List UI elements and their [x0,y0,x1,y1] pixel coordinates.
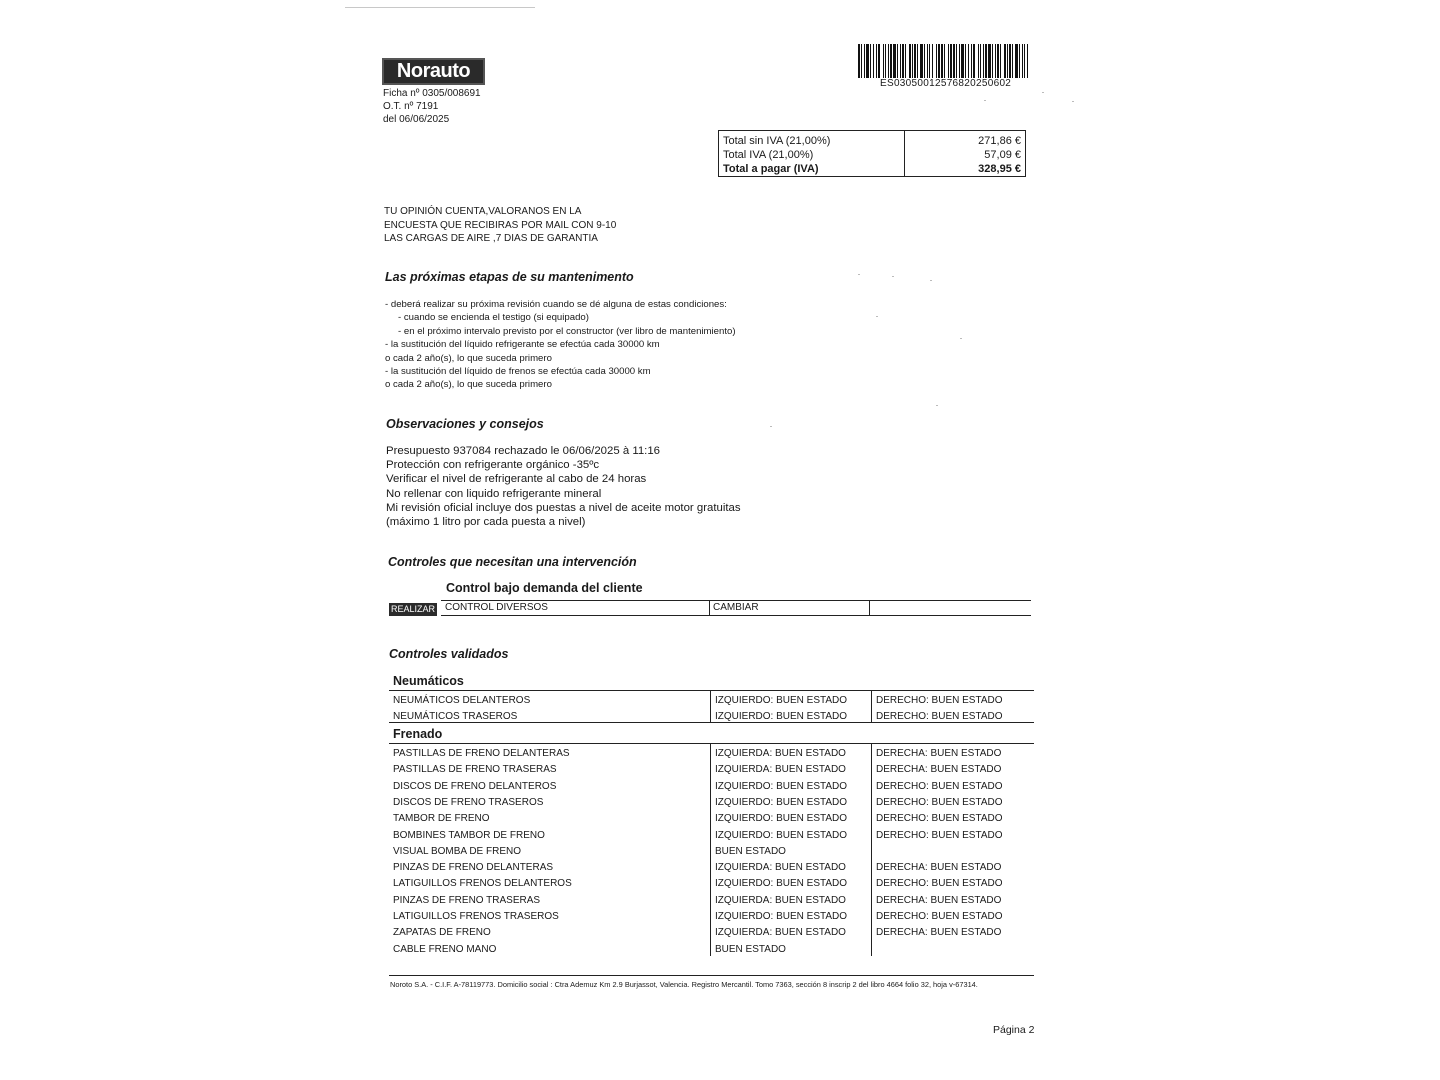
footer-rule [389,975,1034,976]
control-right-status: DERECHA: BUEN ESTADO [876,894,1002,906]
control-left-status: BUEN ESTADO [715,845,786,857]
survey-line: ENCUESTA QUE RECIBIRAS POR MAIL CON 9-10 [384,219,617,231]
control-name: LATIGUILLOS FRENOS TRASEROS [393,911,559,922]
scan-speck [858,274,860,275]
barcode-bar [909,44,911,78]
control-left-status: IZQUIERDO: BUEN ESTADO [715,829,848,841]
control-right-status: DERECHO: BUEN ESTADO [876,813,1003,825]
totals-box [718,130,1026,177]
barcode-bar [941,44,943,78]
control-left-status: IZQUIERDA: BUEN ESTADO [715,862,846,874]
control-name: NEUMÁTICOS DELANTEROS [393,695,531,706]
barcode-bar [971,44,972,78]
barcode-bar [864,44,865,78]
control-right-status: DERECHO: BUEN ESTADO [876,796,1003,808]
maintenance-line: - deberá realizar su próxima revisión cuando se dé alguna de estas condiciones: [385,299,727,310]
ot-number: O.T. nº 7191 [383,101,439,112]
control-right-status: DERECHA: BUEN ESTADO [876,764,1002,776]
barcode-bar [997,44,999,78]
control-left-status: IZQUIERDA: BUEN ESTADO [715,927,846,939]
barcode-bar [858,44,860,78]
barcode-bar [985,44,987,78]
control-left-status: IZQUIERDA: BUEN ESTADO [715,748,846,759]
survey-notice [384,205,684,246]
intervention-action: CAMBIAR [713,602,759,613]
ficha-number: Ficha nº 0305/008691 [383,88,481,99]
barcode-bar [917,44,918,78]
control-right-status: DERECHA: BUEN ESTADO [876,927,1002,939]
total-a-pagar-value: 328,95 € [978,163,1021,175]
barcode-bar [929,44,930,78]
intervention-row [441,600,1031,616]
control-left-status: IZQUIERDA: BUEN ESTADO [715,764,846,776]
control-name: PINZAS DE FRENO DELANTERAS [393,862,554,874]
group-rule [389,722,1034,723]
control-right-status: DERECHO: BUEN ESTADO [876,695,1003,706]
barcode-bar [953,44,955,78]
control-name: DISCOS DE FRENO DELANTEROS [393,780,557,792]
page-number: Página 2 [993,1024,1035,1036]
barcode-bar [888,44,889,78]
control-row [389,762,1034,778]
control-row [389,795,1034,811]
scan-speck [876,316,878,317]
control-row [389,925,1034,941]
barcode-bar [1015,44,1018,78]
barcode-bar [870,44,871,78]
barcode-bar [980,44,981,78]
client-request-subtitle: Control bajo demanda del cliente [446,581,643,595]
group-rule [389,743,1034,744]
control-left-status: IZQUIERDO: BUEN ESTADO [715,796,848,808]
barcode-bar [927,44,928,78]
total-sin-iva-label: Total sin IVA (21,00%) [723,135,831,147]
control-row [389,746,1034,762]
barcode-bar [873,44,874,78]
control-left-status: IZQUIERDO: BUEN ESTADO [715,780,848,792]
barcode-bar [878,44,880,78]
barcode-bar [1007,44,1008,78]
control-name: NEUMÁTICOS TRASEROS [393,711,518,723]
observation-line: Protección con refrigerante orgánico -35ºc [386,459,600,472]
control-name: ZAPATAS DE FRENO [393,927,491,939]
control-name: PASTILLAS DE FRENO DELANTERAS [393,748,570,759]
control-right-status: DERECHA: BUEN ESTADO [876,862,1002,874]
maintenance-title: Las próximas etapas de su mantenimento [385,270,634,284]
total-sin-iva-row [723,134,1021,148]
barcode-bar [938,44,940,78]
barcode-bar [1004,44,1006,78]
control-left-status: BUEN ESTADO [715,943,786,955]
barcode-bar [1022,44,1023,78]
intervention-title: Controles que necesitan una intervención [388,555,637,569]
total-iva-row [723,148,1021,162]
observation-line: Verificar el nivel de refrigerante al cabo de 24 horas [386,473,647,486]
group-title-frenado: Frenado [393,727,443,741]
scan-speck [936,405,938,406]
barcode-bar [956,44,957,78]
barcode-bar [965,44,966,78]
control-row [389,909,1034,925]
control-row [389,876,1034,892]
barcode-bar [944,44,945,78]
barcode-bar [948,44,949,78]
total-iva-value: 57,09 € [984,149,1021,161]
norauto-logo: Norauto [382,58,485,85]
control-row [389,811,1034,827]
barcode-bar [902,44,904,78]
group-rule [389,690,1034,691]
barcode-bar [893,44,896,78]
scan-speck [930,280,932,281]
control-left-status: IZQUIERDO: BUEN ESTADO [715,711,848,723]
scan-speck [770,426,772,427]
control-left-status: IZQUIERDO: BUEN ESTADO [715,813,848,825]
control-right-status: DERECHO: BUEN ESTADO [876,911,1003,922]
control-left-status: IZQUIERDO: BUEN ESTADO [715,878,848,890]
control-name: TAMBOR DE FRENO [393,813,490,825]
control-right-status: DERECHO: BUEN ESTADO [876,711,1003,723]
control-row [389,860,1034,876]
scan-speck [1072,101,1074,102]
maintenance-line: o cada 2 año(s), lo que suceda primero [385,379,552,391]
validated-title: Controles validados [389,647,509,661]
control-row [389,893,1034,909]
barcode-bar [983,44,984,78]
observation-line: (máximo 1 litro por cada puesta a nivel) [386,516,586,529]
observation-line: No rellenar con liquido refrigerante mineral [386,487,602,500]
barcode-image [858,44,1028,78]
scan-speck [892,276,894,277]
barcode-bar [961,44,964,78]
survey-line: TU OPINIÓN CUENTA,VALORANOS EN LA [384,206,582,217]
scan-speck [984,100,986,101]
total-a-pagar-row [723,162,1021,176]
maintenance-line: - la sustitución del líquido refrigerante se efectúa cada 30000 km [385,339,660,351]
control-name: CABLE FRENO MANO [393,943,497,955]
barcode-number: ES03050012576820250602 [880,78,1012,89]
barcode-bar [861,44,862,78]
barcode-bar [950,44,952,78]
control-name: BOMBINES TAMBOR DE FRENO [393,829,545,841]
barcode-bar [897,44,898,78]
barcode-bar [1012,44,1013,78]
barcode-bar [900,44,901,78]
observation-line: Mi revisión oficial incluye dos puestas a nivel de aceite motor gratuitas [386,501,741,514]
barcode-bar [1019,44,1020,78]
barcode-bar [995,44,996,78]
total-a-pagar-label: Total a pagar (IVA) [723,163,819,175]
realizar-badge: REALIZAR [390,604,435,614]
barcode-bar [890,44,892,78]
barcode-bar [988,44,991,78]
barcode-bar [905,44,906,78]
maintenance-list [385,298,805,392]
control-right-status: DERECHO: BUEN ESTADO [876,780,1003,792]
barcode-bar [914,44,916,78]
control-right-status: DERECHO: BUEN ESTADO [876,829,1003,841]
control-name: PINZAS DE FRENO TRASERAS [393,894,541,906]
barcode-bar [968,44,969,78]
column-divider [869,601,870,615]
observations-list [386,444,806,529]
observations-title: Observaciones y consejos [386,417,544,431]
maintenance-line: - la sustitución del líquido de frenos se efectúa cada 30000 km [385,366,651,378]
control-row [389,828,1034,844]
control-name: PASTILLAS DE FRENO TRASERAS [393,764,557,776]
total-sin-iva-value: 271,86 € [978,135,1021,147]
control-name: VISUAL BOMBA DE FRENO [393,845,521,857]
control-row [389,942,1034,958]
barcode-bar [885,44,886,78]
barcode-bar [959,44,960,78]
maintenance-line: o cada 2 año(s), lo que suceda primero [385,352,552,364]
barcode-bar [992,44,993,78]
total-iva-label: Total IVA (21,00%) [723,149,814,161]
barcode-bar [866,44,869,78]
maintenance-line: - cuando se encienda el testigo (si equipado) [398,312,589,324]
barcode-bar [936,44,937,78]
control-right-status: DERECHO: BUEN ESTADO [876,878,1003,890]
legal-footer: Noroto S.A. - C.I.F. A-78119773. Domicilio social : Ctra Ademuz Km 2.9 Burjassot, Valencia. Registro Mercantil. Tomo 7363, sección 8 inscrip 2 del libro 4664 folio 32, hoja v-67314. [390,980,978,989]
document-date: del 06/06/2025 [383,114,450,125]
control-name: DISCOS DE FRENO TRASEROS [393,796,544,808]
barcode-bar [973,44,975,78]
observation-line: Presupuesto 937084 rechazado le 06/06/2025 à 11:16 [386,445,661,457]
group-title-neumaticos: Neumáticos [393,674,464,688]
control-row [389,844,1034,860]
barcode-bar [932,44,933,78]
survey-line: LAS CARGAS DE AIRE ,7 DIAS DE GARANTIA [384,233,598,244]
column-divider [709,601,710,615]
barcode-bar [1000,44,1001,78]
barcode-bar [978,44,979,78]
barcode-bar [924,44,925,78]
barcode-bar [912,44,913,78]
control-left-status: IZQUIERDO: BUEN ESTADO [715,911,848,922]
maintenance-line: - en el próximo intervalo previsto por el constructor (ver libro de mantenimiento) [398,325,736,337]
control-left-status: IZQUIERDO: BUEN ESTADO [715,695,848,706]
control-row [389,693,1034,709]
barcode-bar [920,44,923,78]
scan-speck [960,338,962,339]
control-left-status: IZQUIERDA: BUEN ESTADO [715,894,846,906]
barcode-bar [1009,44,1011,78]
control-name: LATIGUILLOS FRENOS DELANTEROS [393,878,572,890]
intervention-item: CONTROL DIVERSOS [445,602,548,613]
barcode-bar [876,44,877,78]
barcode-bar [883,44,884,78]
control-right-status: DERECHA: BUEN ESTADO [876,748,1002,759]
scan-speck [1042,92,1044,93]
barcode-bar [1027,44,1028,78]
control-row [389,779,1034,795]
barcode-bar [1024,44,1025,78]
scan-top-edge [345,7,535,8]
